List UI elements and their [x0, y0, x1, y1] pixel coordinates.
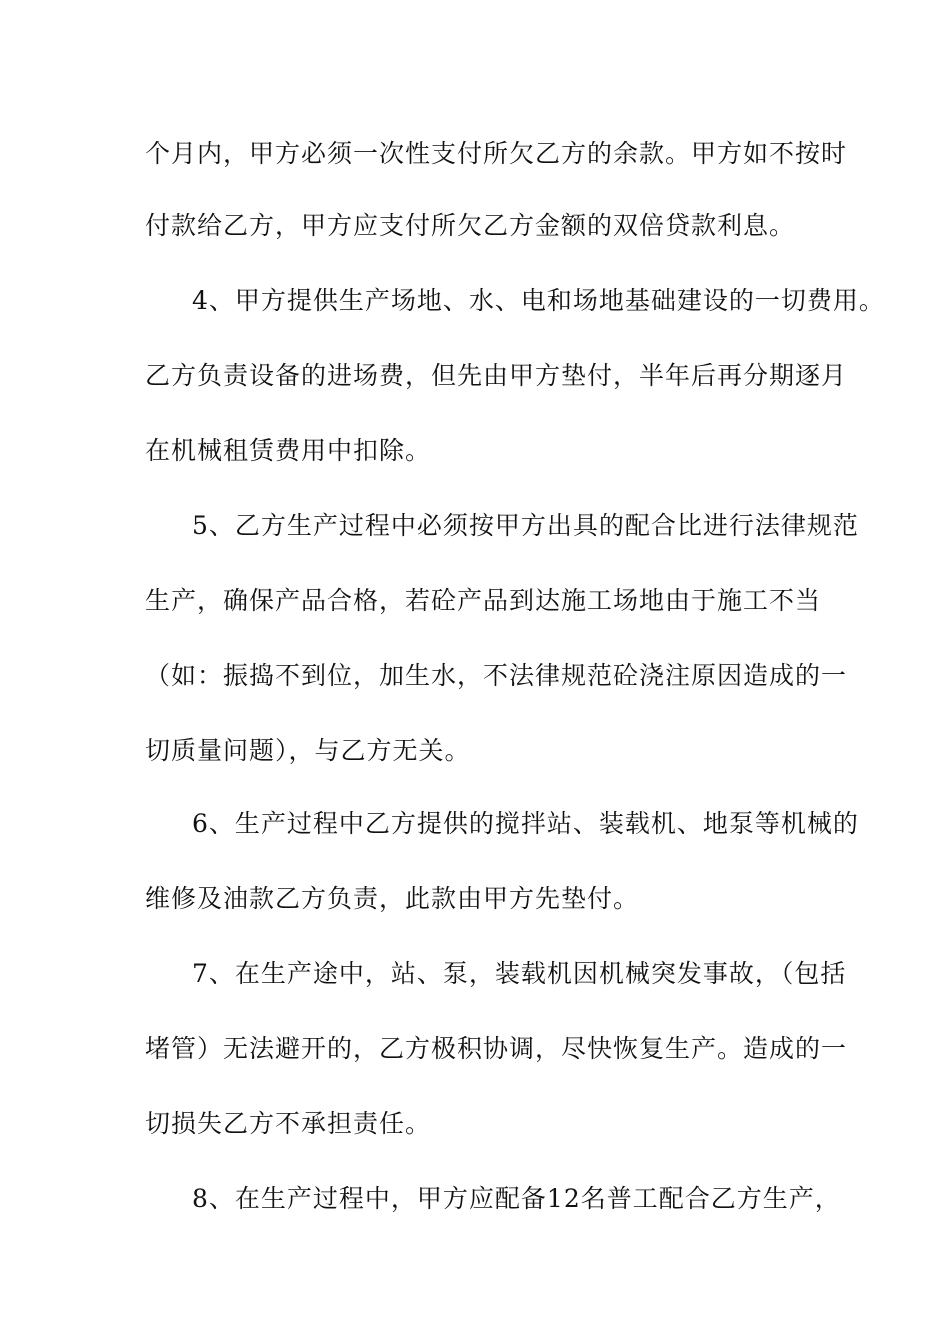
text-line: 乙方负责设备的进场费，但先由甲方垫付，半年后再分期逐月 [145, 361, 848, 390]
text-line: 付款给乙方，甲方应支付所欠乙方金额的双倍贷款利息。 [145, 211, 796, 240]
text-line: 堵管）无法避开的，乙方极积协调，尽快恢复生产。造成的一 [145, 1034, 848, 1063]
paragraph-6-start: 6、生产过程中乙方提供的搅拌站、装载机、地泵等机械的 [192, 809, 859, 838]
paragraph-5-start: 5、乙方生产过程中必须按甲方出具的配合比进行法律规范 [192, 511, 859, 540]
text-line: 切质量问题），与乙方无关。 [145, 736, 471, 765]
text-line: 维修及油款乙方负责，此款由甲方先垫付。 [145, 884, 640, 913]
text-line: 切损失乙方不承担责任。 [145, 1109, 432, 1138]
text-line: （如：振捣不到位，加生水，不法律规范砼浇注原因造成的一 [145, 661, 848, 690]
paragraph-4-start: 4、甲方提供生产场地、水、电和场地基础建设的一切费用。 [192, 286, 885, 315]
paragraph-7-start: 7、在生产途中，站、泵，装载机因机械突发事故，（包括 [192, 959, 847, 988]
paragraph-8-start: 8、在生产过程中，甲方应配备12名普工配合乙方生产， [192, 1184, 841, 1213]
text-line: 在机械租赁费用中扣除。 [145, 436, 432, 465]
text-line: 生产，确保产品合格，若砼产品到达施工场地由于施工不当 [145, 586, 822, 615]
text-line: 个月内，甲方必须一次性支付所欠乙方的余款。甲方如不按时 [145, 139, 848, 168]
